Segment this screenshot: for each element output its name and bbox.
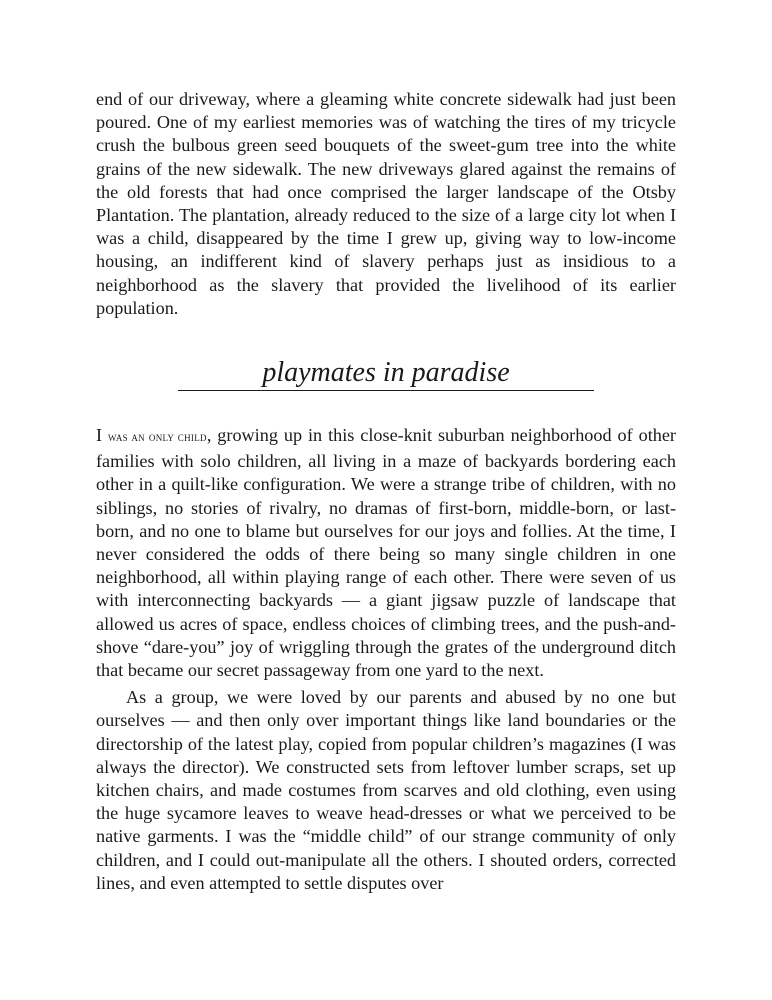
document-page <box>96 88 676 895</box>
paragraph-driveway: end of our driveway, where a gleaming white concrete sidewalk had just been poured. One of my earliest memories was of watching the tires of my tricycle crush the bulbous green seed bouquets of the sweet-gum tree into the white grains of the new sidewalk. The new driveways glared against the remains of the old forests that had once comprised the larger landscape of the Otsby Plantation. The plantation, already reduced to the size of a large city lot when I was a child, disappeared by the time I grew up, giving way to low-income housing, an indifferent kind of slavery perhaps just as insidious to a neighborhood as the slavery that provided the livelihood of its earlier population. <box>96 89 676 318</box>
opening-smallcaps: WAS AN ONLY CHILD <box>108 433 207 444</box>
heading-underline <box>178 390 594 391</box>
paragraph-only-child <box>96 424 676 682</box>
section-heading <box>178 358 594 394</box>
opening-word: I <box>96 425 103 446</box>
section-title: playmates in paradise <box>262 357 510 389</box>
paragraph-as-a-group: As a group, we were loved by our parents and abused by no one but ourselves — and then only over important things like land boundaries or the directorship of the latest play, copied from popular children’s magazines (I was always the director). We constructed sets from leftover lumber scraps, set up kitchen chairs, and made costumes from scarves and old clothing, even using the huge sycamore leaves to weave head-dresses or what we perceived to be native garments. I was the “middle child” of our strange community of only children, and I could out-manipulate all the others. I shouted orders, corrected lines, and even attempted to settle disputes over <box>96 687 676 893</box>
paragraph-only-child-text: , growing up in this close-knit suburban neighborhood of other families with solo children, all living in a maze of backyards bordering each other in a quilt-like configuration. We were a strange tribe of children, with no siblings, no stories of rivalry, no dramas of first-born, middle-born, or last-born, and no one to blame but ourselves for our joys and follies. At the time, I never considered the odds of there being so many single children in one neighborhood, all within playing range of each other. There were seven of us with interconnecting backyards — a giant jigsaw puzzle of landscape that allowed us acres of space, endless choices of climbing trees, and the push-and-shove “dare-you” joy of wriggling through the grates of the underground ditch that became our secret passageway from one yard to the next. <box>96 425 676 681</box>
